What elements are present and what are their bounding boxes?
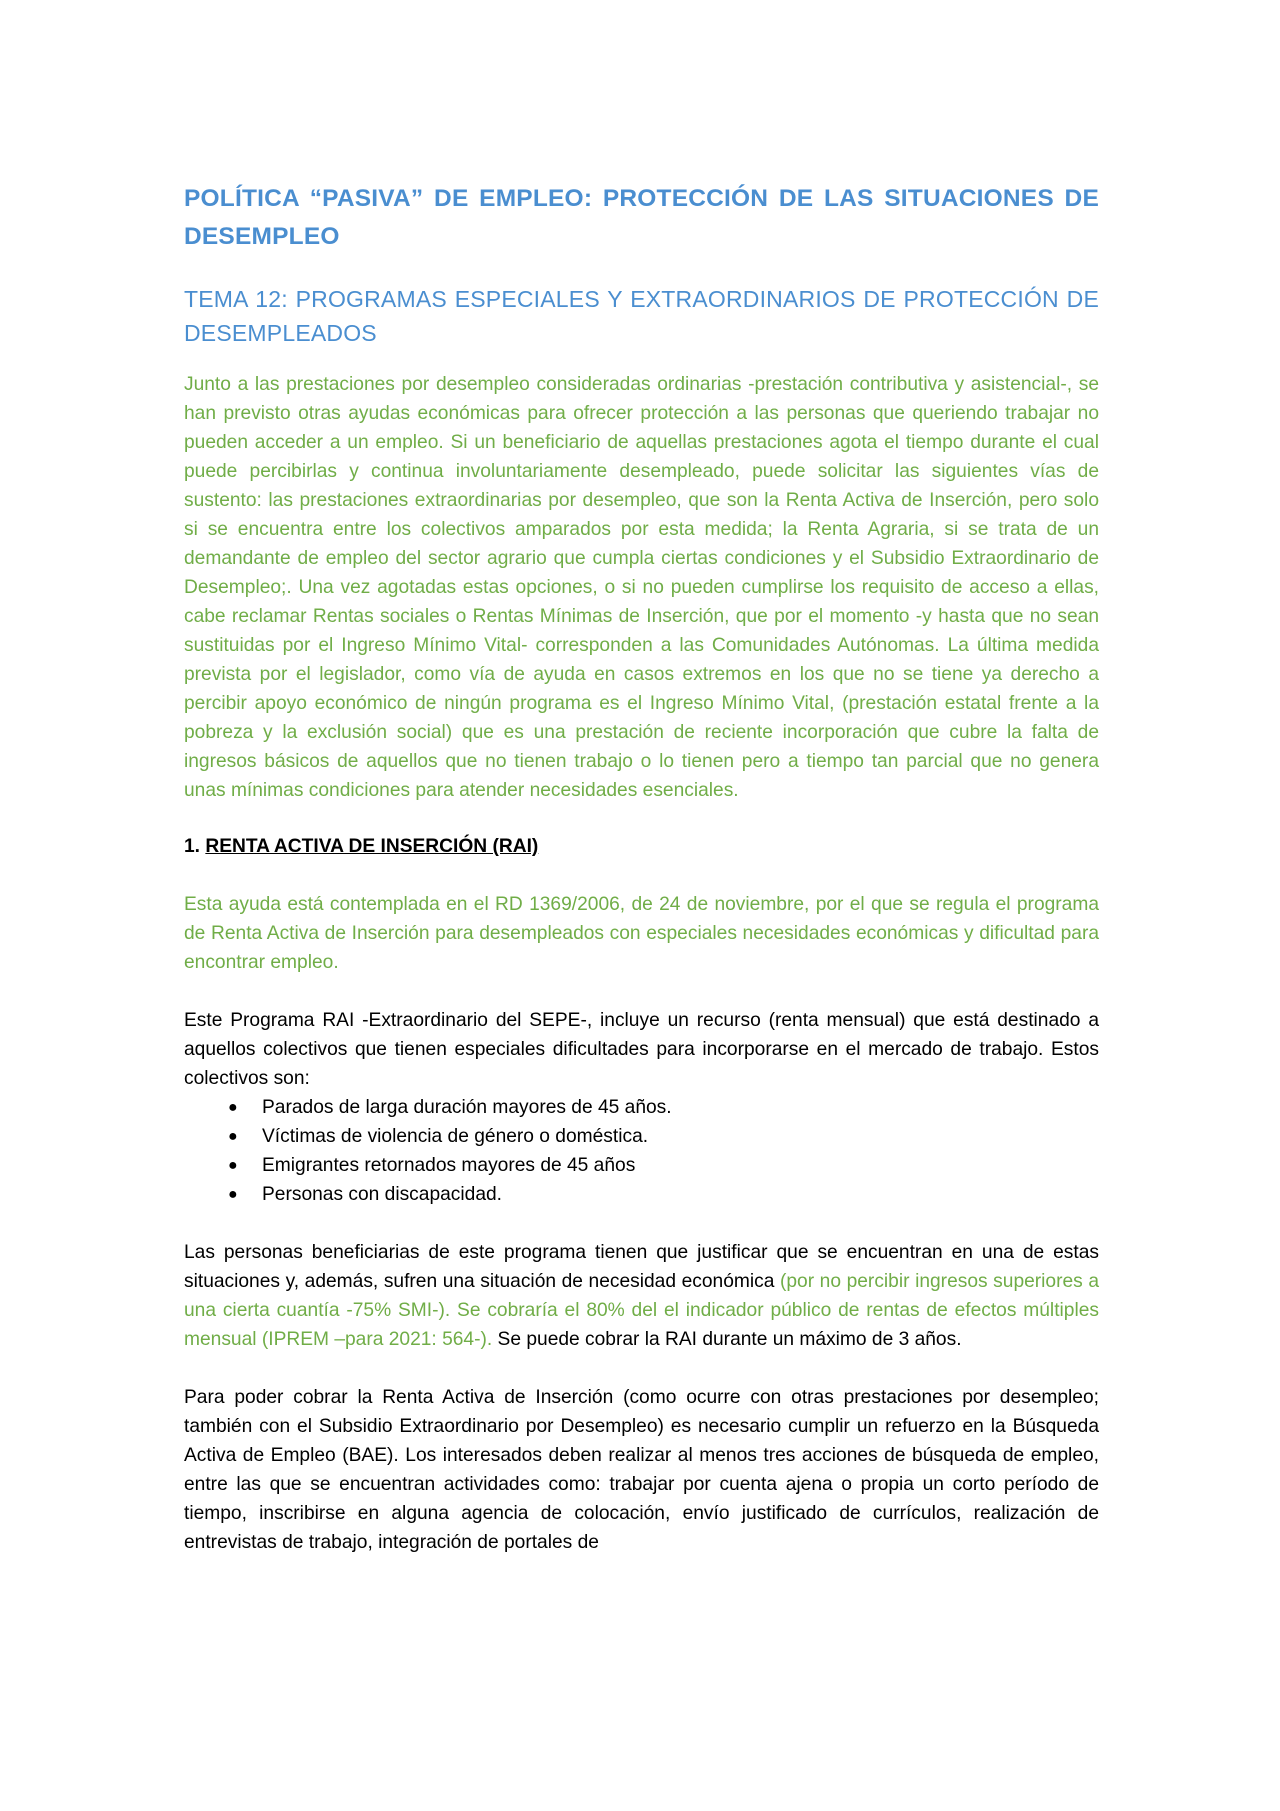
legal-basis-paragraph: Esta ayuda está contemplada en el RD 1369/2006, de 24 de noviembre, por el que se regula el programa de Renta Activa de Inserción para desempleados con especiales necesidades económicas y dificultad para encontrar empleo. bbox=[184, 894, 1099, 973]
document-page bbox=[184, 180, 1099, 1557]
collectives-list bbox=[184, 1093, 1099, 1209]
section-title: RENTA ACTIVA DE INSERCIÓN (RAI) bbox=[205, 836, 539, 857]
document-subtitle: TEMA 12: PROGRAMAS ESPECIALES Y EXTRAORDINARIOS DE PROTECCIÓN DE DESEMPLEADOS bbox=[184, 286, 1099, 346]
bullet-icon: ● bbox=[228, 1186, 238, 1203]
bullet-icon: ● bbox=[228, 1157, 238, 1174]
program-paragraph: Este Programa RAI -Extraordinario del SEPE-, incluye un recurso (renta mensual) que está destinado a aquellos colectivos que tienen especiales dificultades para incorporarse en el mercado de trabajo. Estos colectivos son: bbox=[184, 1010, 1099, 1089]
section-heading-rai bbox=[184, 832, 1099, 861]
list-item: ● Personas con discapacidad. bbox=[184, 1180, 1099, 1209]
bullet-icon: ● bbox=[228, 1128, 238, 1145]
beneficiaries-paragraph: Las personas beneficiarias de este programa tienen que justificar que se encuentran en una de estas situaciones y, además, sufren una situación de necesidad económica (por no percibir ingresos superiores a una cierta cuantía -75% SMI-). Se cobraría el 80% del el indicador público de rentas de efectos múltiples mensual (IPREM –para 2021: 564-). Se puede cobrar la RAI durante un máximo de 3 años. bbox=[184, 1242, 1100, 1350]
list-item: ● Víctimas de violencia de género o doméstica. bbox=[184, 1122, 1099, 1151]
income-conditions-text: (por no percibir ingresos superiores a una cierta cuantía -75% SMI-). Se cobraría el 80% del el indicador público de rentas de efectos múltiples mensual (IPREM –para 2021: 564-). bbox=[184, 1271, 1100, 1350]
intro-paragraph: Junto a las prestaciones por desempleo consideradas ordinarias -prestación contributiva y asistencial-, se han previsto otras ayudas económicas para ofrecer protección a las personas que queriendo trabajar no pueden acceder a un empleo. Si un beneficiario de aquellas prestaciones agota el tiempo durante el cual puede percibirlas y continua involuntariamente desempleado, puede solicitar las siguientes vías de sustento: las prestaciones extraordinarias por desempleo, que son la Renta Activa de Inserción, pero solo si se encuentra entre los colectivos amparados por esta medida; la Renta Agraria, si se trata de un demandante de empleo del sector agrario que cumpla ciertas condiciones y el Subsidio Extraordinario de Desempleo;. Una vez agotadas estas opciones, o si no pueden cumplirse los requisito de acceso a ellas, cabe reclamar Rentas sociales o Rentas Mínimas de Inserción, que por el momento -y hasta que no sean sustituidas por el Ingreso Mínimo Vital- corresponden a las Comunidades Autónomas. La última medida prevista por el legislador, como vía de ayuda en casos extremos en los que no se tiene ya derecho a percibir apoyo económico de ningún programa es el Ingreso Mínimo Vital, (prestación estatal frente a la pobreza y la exclusión social) que es una prestación de reciente incorporación que cubre la falta de ingresos básicos de aquellos que no tienen trabajo o lo tienen pero a tiempo tan parcial que no genera unas mínimas condiciones para atender necesidades esenciales. bbox=[184, 374, 1099, 801]
list-item: ● Parados de larga duración mayores de 45 años. bbox=[184, 1093, 1099, 1122]
bullet-icon: ● bbox=[228, 1099, 238, 1116]
list-item: ● Emigrantes retornados mayores de 45 años bbox=[184, 1151, 1099, 1180]
bae-paragraph: Para poder cobrar la Renta Activa de Inserción (como ocurre con otras prestaciones por desempleo; también con el Subsidio Extraordinario por Desempleo) es necesario cumplir un refuerzo en la Búsqueda Activa de Empleo (BAE). Los interesados deben realizar al menos tres acciones de búsqueda de empleo, entre las que se encuentran actividades como: trabajar por cuenta ajena o propia un corto período de tiempo, inscribirse en alguna agencia de colocación, envío justificado de currículos, realización de entrevistas de trabajo, integración de portales de bbox=[184, 1387, 1099, 1553]
document-title: POLÍTICA “PASIVA” DE EMPLEO: PROTECCIÓN DE LAS SITUACIONES DE DESEMPLEO bbox=[184, 185, 1099, 250]
section-number: 1. bbox=[184, 836, 201, 857]
